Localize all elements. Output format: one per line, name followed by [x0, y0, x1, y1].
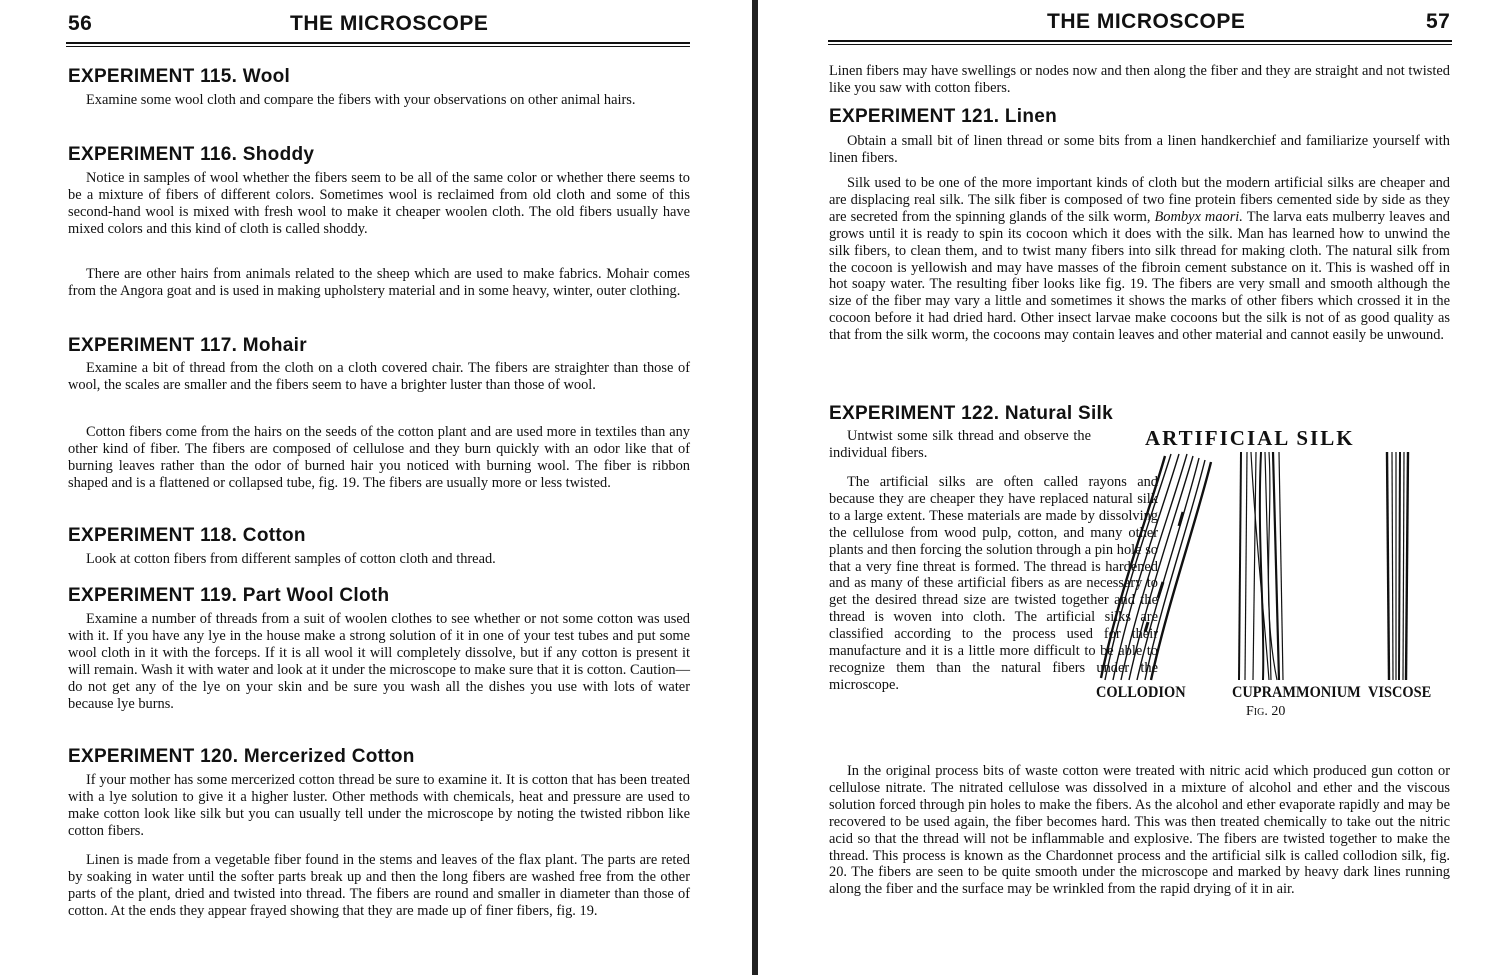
figure-float-spacer [1158, 474, 1450, 728]
header-rule [828, 40, 1452, 45]
paragraph: Cotton fibers come from the hairs on the seeds of the cotton plant and are used more in textiles than any other kind of fiber. The fibers are composed of cellulose and they burn quickly with an odor like that of burning leaves rather than the odor of burned hair you noticed with burning wool. The fiber is ribbon shaped and is a flattened or collapsed tube, fig. 19. The fibers are usually more or less twisted. [68, 424, 690, 491]
page-number: 56 [68, 12, 93, 35]
experiment-heading: EXPERIMENT 118. Cotton [68, 525, 306, 546]
experiment-heading: EXPERIMENT 117. Mohair [68, 335, 307, 356]
running-head: THE MICROSCOPE [290, 12, 489, 35]
figure-label-cuprammonium: CUPRAMMONIUM [1232, 684, 1361, 701]
figure-label-viscose: VISCOSE [1368, 684, 1432, 701]
page-number: 57 [1426, 10, 1451, 33]
rayon-paragraph [829, 474, 1450, 728]
paragraph: Examine some wool cloth and compare the fibers with your observations on other animal hairs. [86, 92, 636, 108]
silk-text-part: Silk used to be one of the more important kinds of cloth but the modern artificial silks are cheaper and are displacing real silk. The silk fiber is composed of two fine protein fibers cemented side by side as they are secreted from the spinning glands of the silk worm, [829, 175, 1450, 225]
figure-label-collodion: COLLODION [1096, 684, 1186, 701]
paragraph: There are other hairs from animals related to the sheep which are used to make fabrics. Mohair comes from the Angora goat and is used in making upholstery material and in some heavy, winter, outer clothing. [68, 266, 690, 299]
experiment-heading: EXPERIMENT 120. Mercerized Cotton [68, 746, 415, 767]
paragraph: Linen is made from a vegetable fiber found in the stems and leaves of the flax plant. The parts are reted by soaking in water until the softer parts break up and then the long fibers are washed free from the other parts of the plant, dried and twisted into thread. The fibers are round and smaller in diameter than those of cotton. At the ends they appear frayed showing that they are made up of finer fibers, fig. 19. [68, 852, 690, 919]
paragraph: If your mother has some mercerized cotton thread be sure to examine it. It is cotton that has been treated with a lye solution to give it a higher luster. Other methods with chemicals, heat and pressure are used to make cotton look like silk but you can usually tell under the microscope by noting the twisted ribbon like cotton fibers. [68, 772, 690, 839]
figure-caption: Fig. 20 [1246, 704, 1286, 719]
paragraph: Notice in samples of wool whether the fibers seem to be all of the same color or whether there seems to be a mixture of fibers of different colors. Sometimes wool is reclaimed from old cloth and some of this second-hand wool is mixed with fresh wool to make it cheaper woolen cloth. The old fibers usually have mixed colors and this kind of cloth is called shoddy. [68, 170, 690, 237]
experiment-heading: EXPERIMENT 121. Linen [829, 106, 1058, 127]
experiment-heading: EXPERIMENT 119. Part Wool Cloth [68, 585, 390, 606]
paragraph: Linen fibers may have swellings or nodes now and then along the fiber and they are straight and not twisted like you saw with cotton fibers. [829, 63, 1450, 96]
paragraph: Look at cotton fibers from different samples of cotton cloth and thread. [86, 551, 496, 567]
paragraph: In the original process bits of waste cotton were treated with nitric acid which produced gun cotton or cellulose nitrate. The nitrated cellulose was dissolved in a mixture of alcohol and ether and the viscous solution forced through pin holes to make the fibers. As the alcohol and ether evaporate rapidly and may be recovered to be used again, the fiber becomes hard. This was then treated chemically to take out the nitric acid so that the thread will not be inflammable and explosive. The fibers are twisted together to make the thread. This process is known as the Chardonnet process and the artificial silk is called collodion silk, fig. 20. The fibers are seen to be quite smooth under the microscope and marked by heavy dark lines running along the fiber and the surface may be wrinkled from the rapid drying of it in air. [829, 763, 1450, 898]
right-page [758, 0, 1500, 975]
paragraph [829, 175, 1450, 344]
experiment-heading: EXPERIMENT 116. Shoddy [68, 144, 315, 165]
header-rule [66, 42, 690, 47]
paragraph: Examine a bit of thread from the cloth on a cloth covered chair. The fibers are straighter than those of wool, the scales are smaller and the fibers seem to have a brighter luster than those of wool. [68, 360, 690, 393]
experiment-heading: EXPERIMENT 115. Wool [68, 66, 291, 87]
paragraph: The artificial silks are often called rayons and because they are cheaper they have replaced natural silk to a large extent. These materials are made by dissolving the cellulose from wood pulp, cotton, and many other plants and then forcing the solution through a pin hole so that a very fine threat is formed. The thread is hardened and as many of these artificial fibers as are necessary to get the desired thread size are twisted together and the thread is woven into cloth. The artificial silks are classified according to the process used for their manufacture and it is a little more difficult to be able to recognize them than the natural fibers under the microscope. [829, 474, 1158, 693]
paragraph: Examine a number of threads from a suit of woolen clothes to see whether or not some cotton was used with it. If you have any lye in the house make a strong solution of it in one of your test tubes and put some wool cloth in it with the forceps. If it is all wool it will completely dissolve, but if any cotton is present it will remain. Wash it with water and look at it under the microscope to make sure that it is cotton. Caution—do not get any of the lye on your skin and be sure you wash all the dishes you use with lots of water because lye burns. [68, 611, 690, 712]
species-name: Bombyx maori. [1154, 208, 1243, 225]
figure-title: ARTIFICIAL SILK [1145, 426, 1355, 450]
paragraph: Obtain a small bit of linen thread or some bits from a linen handkerchief and familiarize yourself with linen fibers. [829, 133, 1450, 166]
running-head: THE MICROSCOPE [1047, 10, 1246, 33]
silk-text-part: The larva eats mulberry leaves and grows until it is ready to spin its cocoon which it does with the silk. Man has learned how to unwind the silk fibers, to clean them, and to twist many fibers into silk thread for making cloth. The natural silk from the cocoon is yellowish and may have masses of the fibroin cement substance on it. This is washed off in hot soapy water. The resulting fiber looks like fig. 19. The fibers are very small and smooth although the size of the fiber may vary a little and sometimes it shows the marks of other fibers which crossed it in the cocoon before it had dried hard. Other insect larvae make cocoons but the silk is not of as good quality as that from the silk worm, the cocoons may contain leaves and other material and cannot easily be unwound. [829, 208, 1450, 344]
paragraph: Untwist some silk thread and observe the individual fibers. [829, 428, 1091, 461]
experiment-heading: EXPERIMENT 122. Natural Silk [829, 403, 1113, 424]
